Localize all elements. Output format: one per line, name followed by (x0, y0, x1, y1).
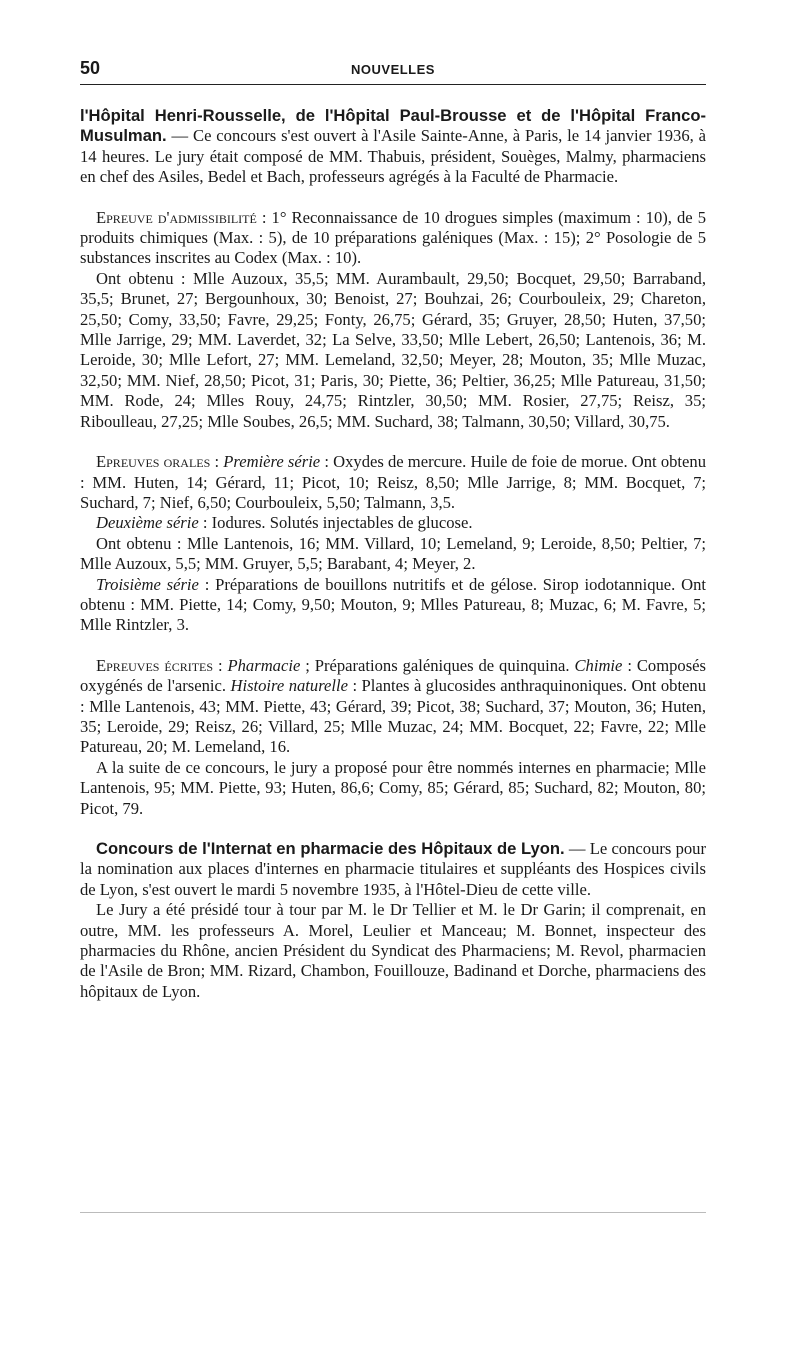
page-number: 50 (80, 58, 101, 78)
section-lead: Epreuves écrites (96, 655, 214, 675)
paragraph-bold-heading: l'Hôpital Henri-Rousselle, de l'Hôpital Paul-Brousse et de l'Hôpital Franco-Musulman. (80, 106, 706, 146)
section-gap (80, 432, 706, 452)
header-rule (80, 84, 706, 85)
section-gap (80, 188, 706, 208)
section-gap (80, 636, 706, 656)
paragraph-proposals: A la suite de ce concours, le jury a proposé pour être nommés internes en pharmacie; Mlle Lantenois, 95; MM. Piette, 93; Huten, 86,6; Comy, 85; Gérard, 85; Suchard, 82; Mouton, 80; Picot, 79. (80, 757, 706, 818)
subject-label: Histoire naturelle (230, 676, 349, 696)
paragraph-admissibilite (80, 208, 706, 269)
section-gap (80, 819, 706, 839)
paragraph-text: : Plantes à glucosides anthraquinoniques. Ont obtenu : Mlle Lantenois, 43; MM. Piette, 43; Gérard, 39; Picot, 38; Suchard, 37; Mouton, 36; Huten, 35; Leroide, 29; Reisz, 26; Villard, 25; Mlle Muzac, 24; MM. Bocquet, 22; Favre, 22; Mlle Patureau, 20; M. Lemeland, 16. (80, 676, 707, 757)
paragraph-text: : Préparations de bouillons nutritifs et de gélose. Sirop iodotannique. Ont obtenu : MM. Piette, 14; Comy, 9,50; Mouton, 9; Mlles Patureau, 8; Muzac, 6; M. Favre, 5; Mlle Rintzler, 3. (80, 574, 707, 635)
paragraph-bold-heading: Concours de l'Internat en pharmacie des Hôpitaux de Lyon. (96, 839, 565, 858)
page-header (80, 56, 706, 80)
series-label: Première série (223, 452, 321, 472)
series-label: Deuxième série (96, 513, 199, 533)
paragraph-text: ; Préparations galéniques de quinquina. (300, 655, 575, 675)
paragraph-orales-2 (80, 513, 706, 533)
paragraph-ecrites: Epreuves écrites : Pharmacie ; Préparations galéniques de quinquina. Chimie : Composés oxygénés de l'arsenic. Histoire naturelle : Plantes à glucosides anthraquinoniques. Ont obtenu : Mlle Lantenois, 43; MM. Piette, 43; Gérard, 39; Picot, 38; Suchard, 37; Mouton, 36; Huten, 35; Leroide, 29; Reisz, 26; Villard, 25; Mlle Muzac, 24; MM. Bocquet, 22; Favre, 22; Mlle Patureau, 20; M. Lemeland, 16. (80, 655, 707, 757)
paragraph-admissibilite-results: Ont obtenu : Mlle Auzoux, 35,5; MM. Aurambault, 29,50; Bocquet, 29,50; Barraband, 35,5; Brunet, 27; Bergounhoux, 30; Benoist, 27; Bouhzai, 26; Courbouleix, 29; Chareton, 25,50; Comy, 33,50; Favre, 29,25; Fonty, 26,75; Gérard, 35; Gruyer, 28,50; Huten, 37,50; Mlle Jarrige, 29; MM. Laverdet, 32; La Selve, 33,50; Mlle Lebert, 26,50; Lantenois, 36; M. Leroide, 30; Mlle Lefort, 27; MM. Lemeland, 32,50; Meyer, 28; Mouton, 35; Mlle Muzac, 32,50; MM. Nief, 28,50; Picot, 31; Paris, 30; Piette, 36; Peltier, 36,25; Mlle Patureau, 31,50; MM. Rode, 24; Mlles Rouy, 24,75; Rintzler, 30,50; MM. Rosier, 27,75; Reisz, 35; Riboulleau, 27,25; Mlle Soubes, 26,5; MM. Suchard, 38; Talmann, 30,50; Villard, 30,75. (80, 268, 706, 431)
paragraph-text: : 1° Reconnaissance de 10 drogues simples (maximum : 10), de 5 produits chimiques (Max. : 5), de 10 préparations galéniques (Max. : 15); 2° Posologie de 5 substances inscrites au Codex (Max. : 10). (80, 207, 706, 268)
paragraph-lyon-jury: Le Jury a été présidé tour à tour par M. le Dr Tellier et M. le Dr Garin; il comprenait, en outre, MM. les professeurs A. Morel, Leulier et Manceau; M. Bonnet, inspecteur des pharmacies du Rhône, ancien Président du Syndicat des Pharmaciens; M. Revol, pharmacien de l'Asile de Bron; MM. Rizard, Chambon, Fouillouze, Badinand et Dorche, pharmaciens des hôpitaux de Lyon. (80, 900, 706, 1001)
paragraph-orales-3 (80, 575, 706, 636)
paragraph-hospital-concours (80, 106, 706, 188)
paragraph-text: : Composés oxygénés de l'arsenic. (80, 655, 706, 696)
bottom-rule (80, 1212, 706, 1213)
paragraph-text: — Le concours pour la nomination aux places d'internes en pharmacie titulaires et suppléants des Hospices civils de Lyon, s'est ouvert le mardi 5 novembre 1935, à l'Hôtel-Dieu de cette ville. (80, 839, 706, 899)
paragraph-orales-2-results: Ont obtenu : Mlle Lantenois, 16; MM. Villard, 10; Lemeland, 9; Leroide, 8,50; Peltier, 7; Mlle Auzoux, 5,5; MM. Gruyer, 5,5; Barabant, 4; Meyer, 2. (80, 533, 706, 574)
paragraph-text: : Iodures. Solutés injectables de glucose. (198, 513, 473, 533)
subject-label: Pharmacie (227, 655, 301, 675)
paragraph-text: — Ce concours s'est ouvert à l'Asile Sainte-Anne, à Paris, le 14 janvier 1936, à 14 heures. Le jury était composé de MM. Thabuis, président, Souèges, Malmy, pharmaciens en chef des Asiles, Bedel et Bach, professeurs agrégés à la Faculté de Pharmacie. (80, 126, 706, 187)
series-label: Troisième série (96, 574, 199, 594)
section-lead: Epreuve d'admissibilité (96, 207, 257, 227)
paragraph-orales-1: Epreuves orales : Première série : Oxydes de mercure. Huile de foie de morue. Ont obtenu : MM. Huten, 14; Gérard, 11; Picot, 10; Reisz, 8,50; Mlle Jarrige, 8; MM. Bocquet, 7; Suchard, 7; Nief, 6,50; Courbouleix, 5,50; Talmann, 3,5. (80, 452, 706, 512)
section-lead: Epreuves orales (96, 452, 211, 472)
document-body (80, 106, 706, 1002)
running-title: NOUVELLES (351, 62, 435, 77)
subject-label: Chimie (574, 655, 623, 675)
paragraph-text: : Oxydes de mercure. Huile de foie de morue. Ont obtenu : MM. Huten, 14; Gérard, 11; Picot, 10; Reisz, 8,50; Mlle Jarrige, 8; MM. Bocquet, 7; Suchard, 7; Nief, 6,50; Courbouleix, 5,50; Talmann, 3,5. (80, 452, 706, 512)
paragraph-lyon-concours (80, 839, 706, 900)
